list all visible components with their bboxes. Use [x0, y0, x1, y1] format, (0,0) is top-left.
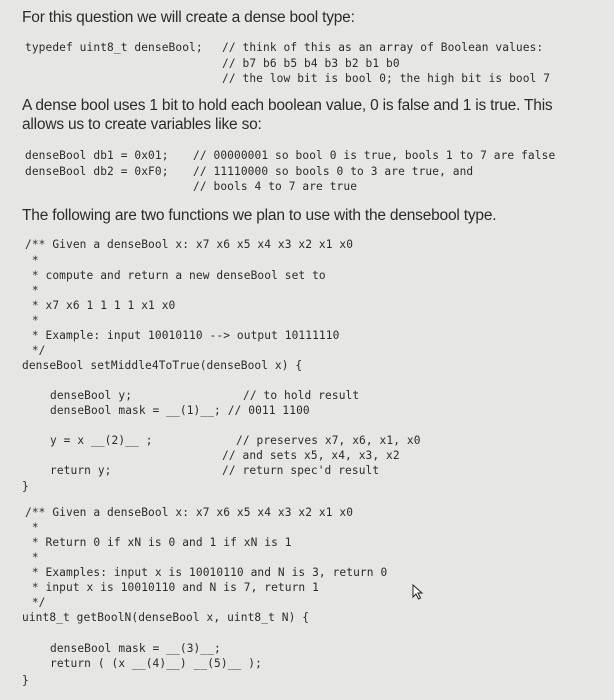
paragraph: A dense bool uses 1 bit to hold each boolean value, 0 is false and 1 is true. This	[22, 97, 553, 114]
doc-comment-line: *	[25, 254, 39, 267]
doc-comment-line: *	[25, 521, 39, 534]
code-line: denseBool y;	[50, 389, 133, 402]
doc-comment-line: */	[25, 596, 46, 609]
typedef-comment: // think of this as an array of Boolean values:	[222, 41, 544, 54]
function-signature: uint8_t getBoolN(denseBool x, uint8_t N) {	[22, 611, 310, 624]
doc-comment-line: *	[25, 284, 39, 297]
code-line-blank-1: denseBool mask = __(1)__; // 0011 1100	[50, 404, 310, 417]
code-comment: // preserves x7, x6, x1, x0	[236, 434, 421, 447]
code-comment: // to hold result	[243, 389, 360, 402]
example-comment: // bools 4 to 7 are true	[193, 180, 358, 193]
code-line-blanks-4-5: return ( (x __(4)__) __(5)__ );	[50, 657, 262, 670]
code-comment: // return spec'd result	[222, 464, 380, 477]
doc-comment-line: * input x is 10010110 and N is 7, return 1	[25, 581, 319, 594]
closing-brace: }	[22, 674, 29, 687]
code-line-blank-2: y = x __(2)__ ;	[50, 434, 153, 447]
typedef-comment: // the low bit is bool 0; the high bit is bool 7	[222, 72, 551, 85]
doc-comment-line: *	[25, 551, 39, 564]
paragraph: The following are two functions we plan to use with the densebool type.	[22, 207, 497, 224]
example-code: denseBool db2 = 0xF0;	[25, 165, 169, 178]
doc-comment-line: * Examples: input x is 10010110 and N is 3, return 0	[25, 566, 388, 579]
code-comment: // and sets x5, x4, x3, x2	[222, 449, 400, 462]
example-code: denseBool db1 = 0x01;	[25, 149, 169, 162]
doc-comment-line: /** Given a denseBool x: x7 x6 x5 x4 x3 x2 x1 x0	[25, 506, 354, 519]
typedef-comment: // b7 b6 b5 b4 b3 b2 b1 b0	[222, 57, 400, 70]
doc-comment-line: * compute and return a new denseBool set to	[25, 269, 326, 282]
paragraph: allows us to create variables like so:	[22, 116, 262, 133]
doc-comment-line: * x7 x6 1 1 1 1 x1 x0	[25, 299, 176, 312]
example-comment: // 00000001 so bool 0 is true, bools 1 to 7 are false	[193, 149, 556, 162]
code-line-blank-3: denseBool mask = __(3)__;	[50, 642, 221, 655]
doc-comment-line: */	[25, 344, 46, 357]
mouse-pointer-icon	[410, 584, 426, 600]
typedef-line: typedef uint8_t denseBool;	[25, 41, 203, 54]
code-line: return y;	[50, 464, 112, 477]
doc-comment-line: * Return 0 if xN is 0 and 1 if xN is 1	[25, 536, 292, 549]
function-signature: denseBool setMiddle4ToTrue(denseBool x) {	[22, 359, 303, 372]
intro-heading: For this question we will create a dense bool type:	[22, 9, 355, 26]
doc-comment-line: * Example: input 10010110 --> output 10111110	[25, 329, 340, 342]
doc-comment-line: *	[25, 314, 39, 327]
example-comment: // 11110000 so bools 0 to 3 are true, and	[193, 165, 474, 178]
closing-brace: }	[22, 480, 29, 493]
doc-comment-line: /** Given a denseBool x: x7 x6 x5 x4 x3 x2 x1 x0	[25, 238, 354, 251]
